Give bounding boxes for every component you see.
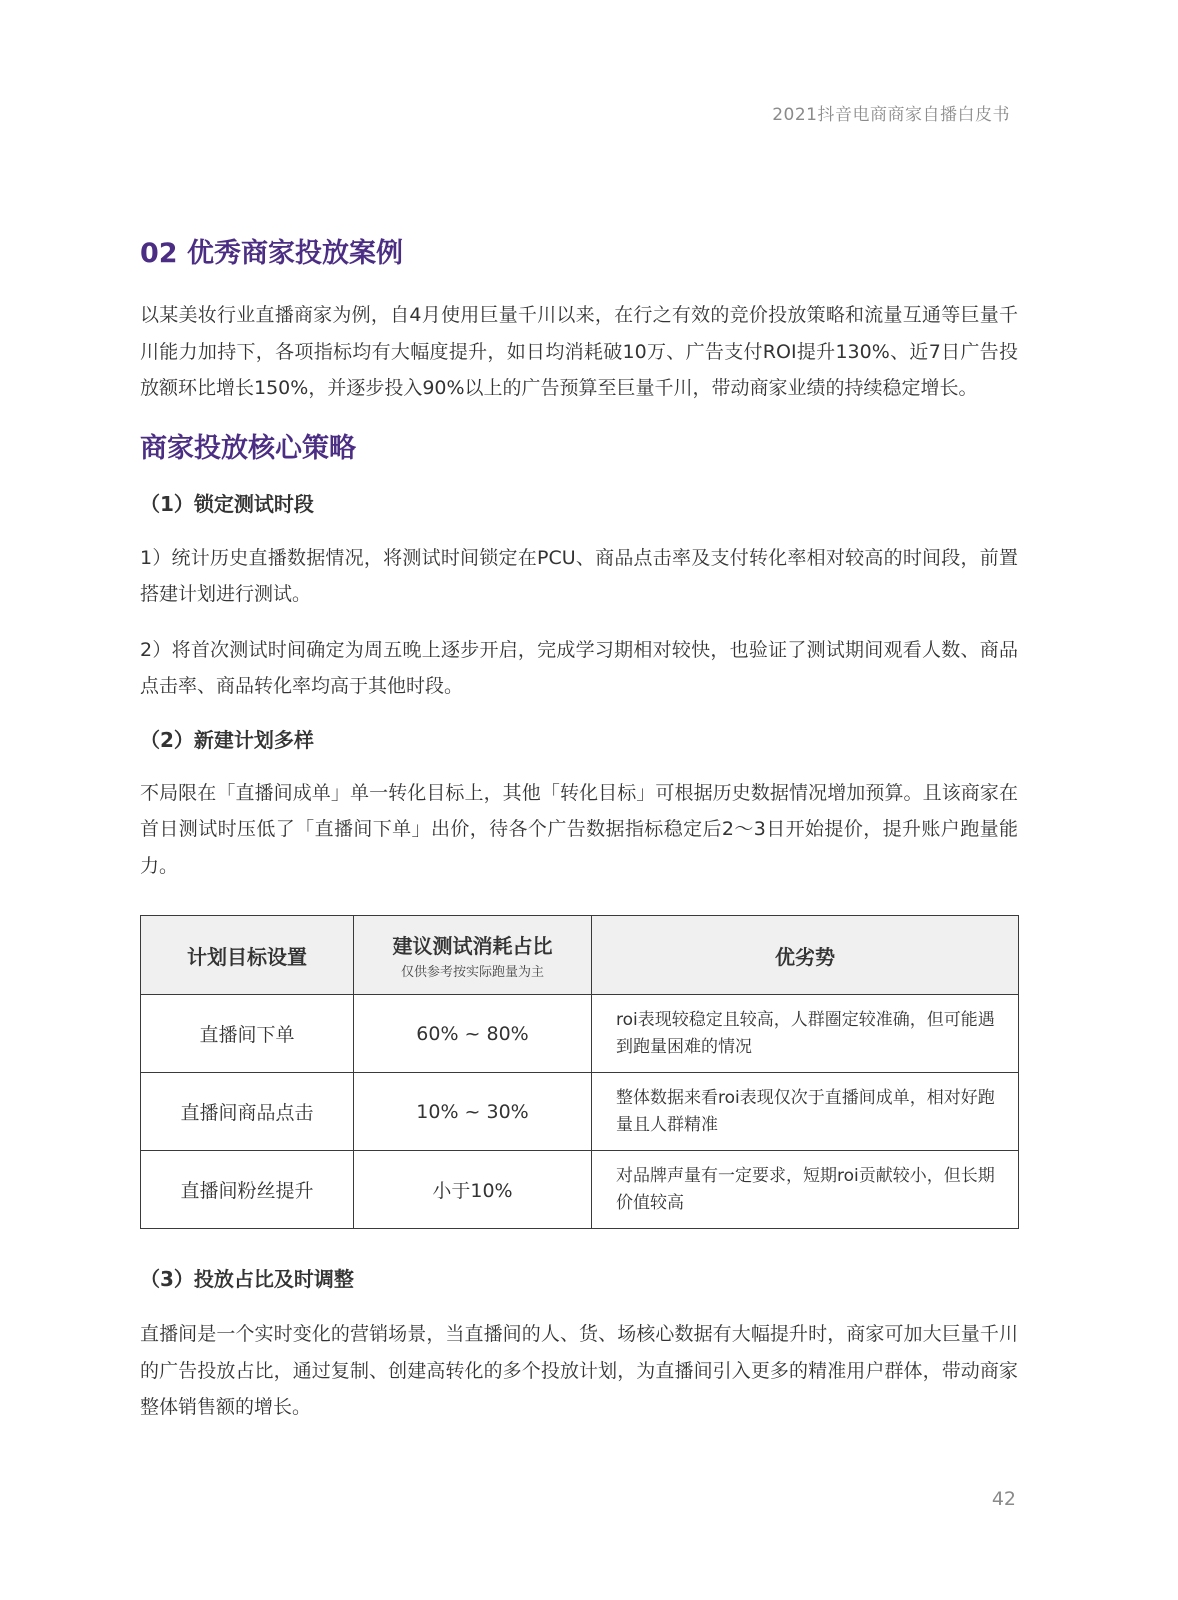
table-header-ratio xyxy=(354,916,592,995)
core-strategy-title: 商家投放核心策略 xyxy=(140,432,356,464)
section-title: 02 优秀商家投放案例 xyxy=(140,238,403,269)
subsection-3-paragraph: 直播间是一个实时变化的营销场景，当直播间的人、货、场核心数据有大幅提升时，商家可加大巨量千川的广告投放占比，通过复制、创建高转化的多个投放计划，为直播间引入更多的精准用户群体，带动商家整体销售额的增长。 xyxy=(140,1323,1018,1418)
table-header-advantage xyxy=(592,916,1019,995)
table-row xyxy=(141,995,1019,1073)
table-header-advantage-label: 优劣势 xyxy=(775,944,835,969)
table-cell-ratio: 小于10% xyxy=(354,1151,592,1229)
table-row xyxy=(141,1151,1019,1229)
table-header-goal xyxy=(141,916,354,995)
page-number: 42 xyxy=(991,1488,1016,1510)
table-cell-goal: 直播间下单 xyxy=(141,995,354,1073)
table-row xyxy=(141,1073,1019,1151)
table-cell-advantage: roi表现较稳定且较高，人群圈定较准确，但可能遇到跑量困难的情况 xyxy=(592,995,1019,1073)
subsection-heading-3: （3）投放占比及时调整 xyxy=(140,1267,354,1291)
table-header-row xyxy=(141,916,1019,995)
subsection-2-paragraph: 不局限在「直播间成单」单一转化目标上，其他「转化目标」可根据历史数据情况增加预算。且该商家在首日测试时压低了「直播间下单」出价，待各个广告数据指标稳定后2～3日开始提价，提升账户跑量能力。 xyxy=(140,781,1018,877)
table-header-goal-label: 计划目标设置 xyxy=(187,944,307,969)
table-cell-goal: 直播间粉丝提升 xyxy=(141,1151,354,1229)
subsection-1-paragraph-2: 2）将首次测试时间确定为周五晚上逐步开启，完成学习期相对较快，也验证了测试期间观看人数、商品点击率、商品转化率均高于其他时段。 xyxy=(140,638,1018,697)
table-header-ratio-note: 仅供参考按实际跑量为主 xyxy=(400,965,544,980)
subsection-heading-1: （1）锁定测试时段 xyxy=(140,491,314,516)
intro-paragraph: 以某美妆行业直播商家为例，自4月使用巨量千川以来，在行之有效的竞价投放策略和流量互通等巨量千川能力加持下，各项指标均有大幅度提升，如日均消耗破10万、广告支付ROI提升130%、近7日广告投放额环比增长150%，并逐步投入90%以上的广告预算至巨量千川，带动商家业绩的持续稳定增长。 xyxy=(140,304,1018,399)
table-cell-ratio: 10% ~ 30% xyxy=(354,1073,592,1151)
table-header-ratio-label: 建议测试消耗占比 xyxy=(392,934,553,958)
document-header-title: 2021抖音电商商家自播白皮书 xyxy=(772,105,1010,125)
table-cell-goal: 直播间商品点击 xyxy=(141,1073,354,1151)
table-cell-advantage: 整体数据来看roi表现仅次于直播间成单，相对好跑量且人群精准 xyxy=(592,1073,1019,1151)
table-cell-ratio: 60% ~ 80% xyxy=(354,995,592,1073)
table-cell-advantage: 对品牌声量有一定要求，短期roi贡献较小，但长期价值较高 xyxy=(592,1151,1019,1229)
page-content xyxy=(140,212,1018,1426)
subsection-heading-2: （2）新建计划多样 xyxy=(140,727,314,752)
strategy-table xyxy=(140,915,1019,1229)
subsection-1-paragraph-1: 1）统计历史直播数据情况，将测试时间锁定在PCU、商品点击率及支付转化率相对较高的时间段，前置搭建计划进行测试。 xyxy=(140,546,1018,605)
